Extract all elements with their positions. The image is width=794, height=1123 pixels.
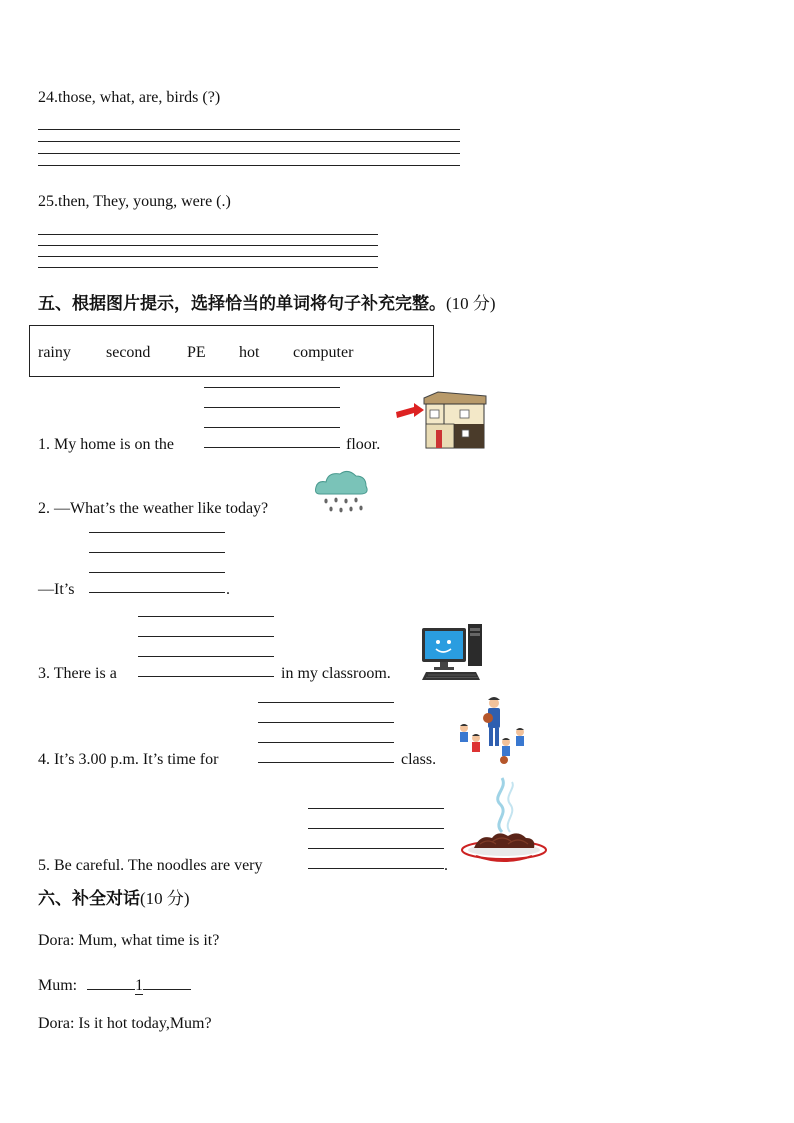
dialogue-line-3: Dora: Is it hot today,Mum?	[38, 1015, 212, 1032]
answer-line[interactable]	[89, 532, 225, 533]
answer-line[interactable]	[258, 722, 394, 723]
pe-class-icon	[454, 696, 530, 766]
answer-line[interactable]	[258, 702, 394, 703]
answer-line[interactable]	[138, 656, 274, 657]
answer-line[interactable]	[138, 636, 274, 637]
writing-line[interactable]	[38, 153, 460, 154]
section-6-points: (10 分)	[140, 889, 190, 908]
answer-line[interactable]	[204, 387, 340, 388]
answer-blank[interactable]	[143, 973, 191, 990]
writing-line[interactable]	[38, 256, 378, 257]
writing-line[interactable]	[38, 165, 460, 166]
item-2-answer-suffix: .	[226, 581, 230, 598]
answer-line[interactable]	[308, 828, 444, 829]
section-5-points: (10 分)	[446, 294, 496, 313]
item-4-suffix: class.	[401, 751, 437, 768]
section-6-heading	[38, 888, 190, 910]
writing-line[interactable]	[38, 129, 460, 130]
computer-icon	[422, 624, 484, 680]
writing-line[interactable]	[38, 267, 378, 268]
writing-line[interactable]	[38, 245, 378, 246]
answer-line[interactable]	[204, 447, 340, 448]
word-bank-item: hot	[239, 344, 260, 361]
word-bank-item: computer	[293, 344, 354, 361]
item-3-prefix: 3. There is a	[38, 665, 117, 682]
question-25: 25.then, They, young, were (.)	[38, 193, 231, 210]
word-bank	[29, 325, 434, 377]
dialogue-line-2	[38, 973, 191, 996]
blank-number: 1	[135, 977, 144, 994]
answer-line[interactable]	[89, 572, 225, 573]
answer-line[interactable]	[89, 592, 225, 593]
section-5-heading	[38, 293, 496, 315]
writing-line[interactable]	[38, 234, 378, 235]
answer-line[interactable]	[308, 848, 444, 849]
item-2-question: 2. —What’s the weather like today?	[38, 500, 269, 517]
dialogue-speaker: Mum:	[38, 977, 78, 994]
answer-line[interactable]	[204, 427, 340, 428]
answer-line[interactable]	[138, 676, 274, 677]
item-5-suffix: .	[444, 857, 448, 874]
answer-line[interactable]	[89, 552, 225, 553]
answer-line[interactable]	[308, 868, 444, 869]
answer-blank[interactable]	[87, 973, 135, 990]
item-1-suffix: floor.	[346, 436, 381, 453]
item-4-prefix: 4. It’s 3.00 p.m. It’s time for	[38, 751, 219, 768]
word-bank-item: PE	[187, 344, 206, 361]
dialogue-line-1: Dora: Mum, what time is it?	[38, 932, 220, 949]
item-3-suffix: in my classroom.	[281, 665, 391, 682]
answer-line[interactable]	[308, 808, 444, 809]
section-5-title: 五、根据图片提示，选择恰当的单词将句子补充完整。	[38, 294, 446, 313]
item-2-answer-prefix: —It’s	[38, 581, 75, 598]
section-6-title: 六、补全对话	[38, 889, 140, 908]
question-24: 24.those, what, are, birds (?)	[38, 89, 221, 106]
word-bank-item: rainy	[38, 344, 71, 361]
rain-cloud-icon	[314, 468, 370, 516]
answer-line[interactable]	[138, 616, 274, 617]
house-icon	[396, 390, 488, 450]
writing-line[interactable]	[38, 141, 460, 142]
word-bank-item: second	[106, 344, 151, 361]
item-1-prefix: 1. My home is on the	[38, 436, 174, 453]
answer-line[interactable]	[258, 762, 394, 763]
answer-line[interactable]	[258, 742, 394, 743]
answer-line[interactable]	[204, 407, 340, 408]
item-5-prefix: 5. Be careful. The noodles are very	[38, 857, 263, 874]
hot-noodles-icon	[462, 776, 548, 868]
